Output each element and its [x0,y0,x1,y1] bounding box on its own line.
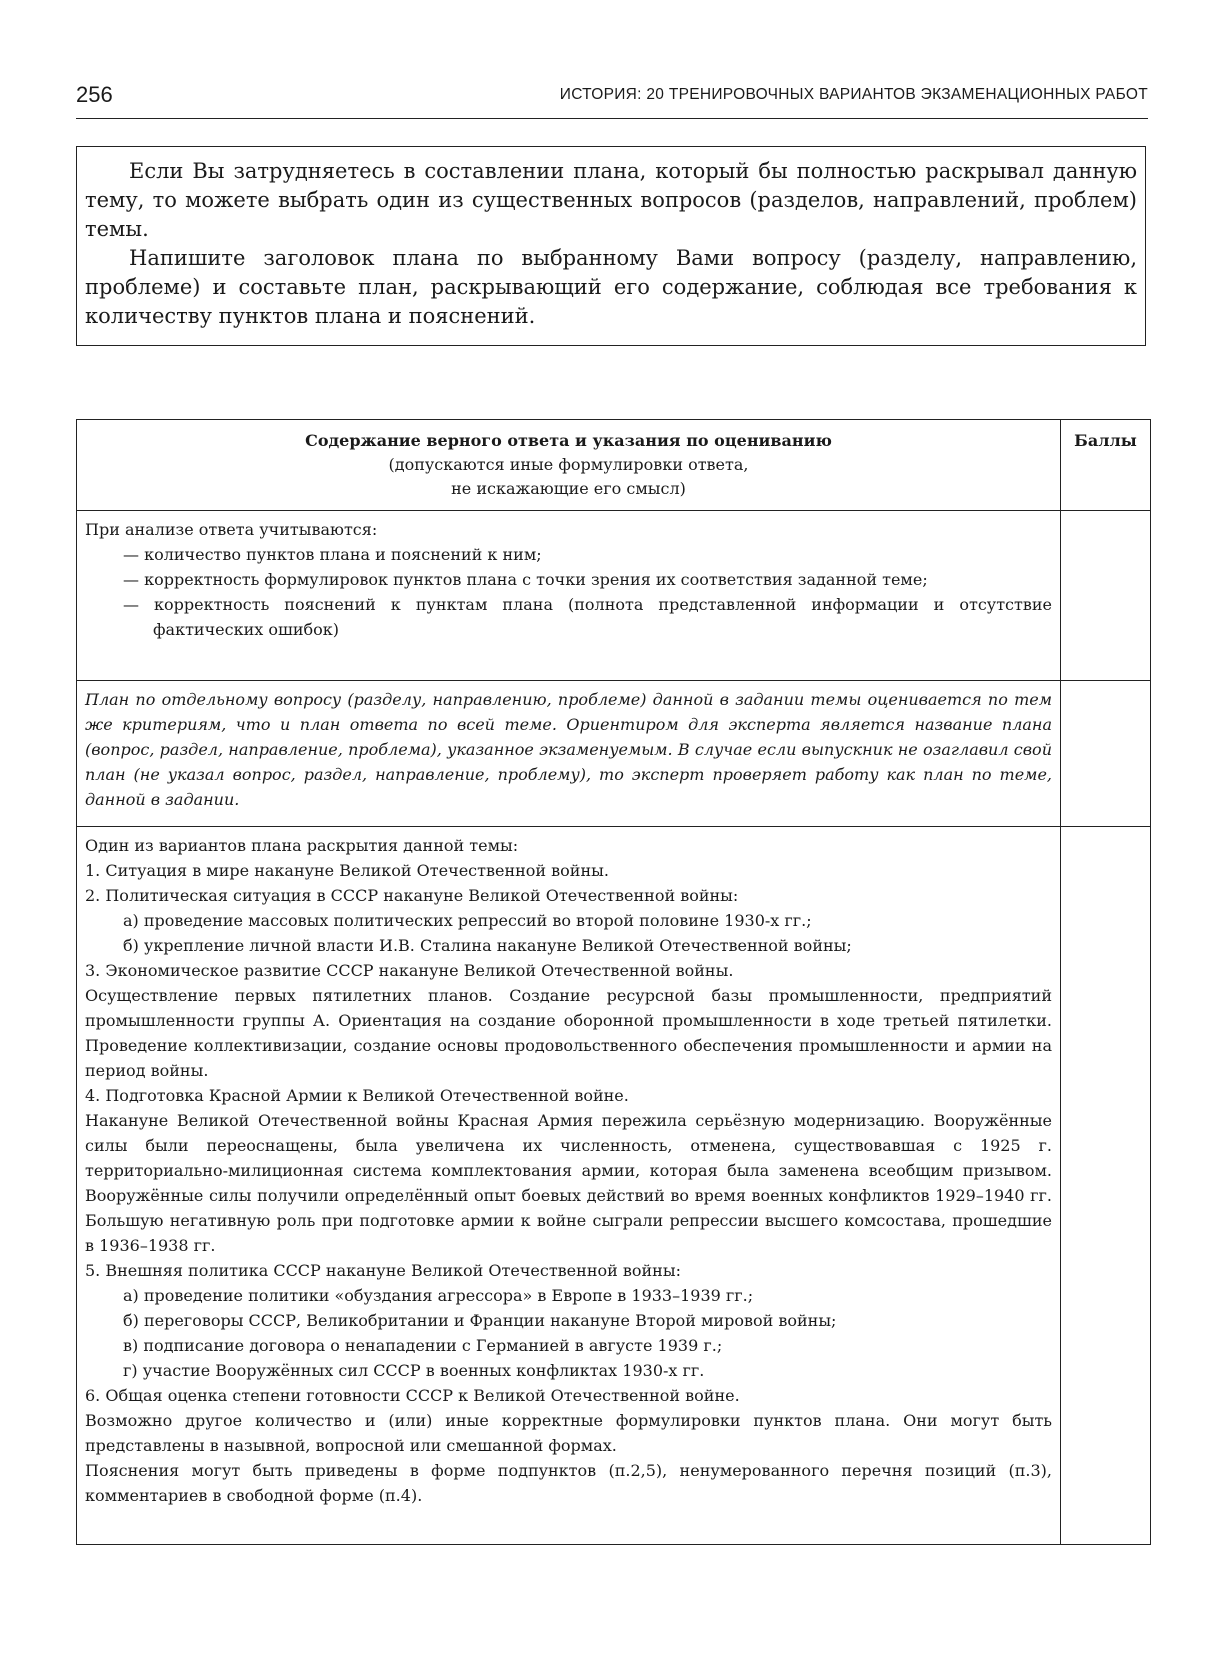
plan-intro: Один из вариантов плана раскрытия данной темы: [85,836,519,855]
score-cell [1061,827,1151,1545]
table-row [77,511,1151,681]
page-number: 256 [76,82,113,107]
plan-item: 6. Общая оценка степени готовности СССР к Великой Отечественной войне. [85,1386,740,1405]
criteria-intro: При анализе ответа учитываются: [85,520,378,539]
header-sub-2: не искажающие его смысл) [451,479,686,498]
plan-note: Пояснения могут быть приведены в форме подпунктов (п.2,5), ненумерованного перечня позиций (п.3), комментариев в свободной форме (п.4). [85,1461,1052,1505]
criteria-cell [77,511,1061,681]
running-title: ИСТОРИЯ: 20 ТРЕНИРОВОЧНЫХ ВАРИАНТОВ ЭКЗАМЕНАЦИОННЫХ РАБОТ [559,86,1148,103]
plan-item: 1. Ситуация в мире накануне Великой Отечественной войны. [85,861,609,880]
instructions-paragraph-1: Если Вы затрудняетесь в составлении плана, который бы полностью раскрывал данную тему, то можете выбрать один из существенных вопросов (разделов, направлений, проблем) темы. [85,159,1137,241]
plan-explanation: Осуществление первых пятилетних планов. Создание ресурсной базы промышленности, предприятий промышленности группы А. Ориентация на создание оборонной промышленности в ходе третьей пятилетки. Проведение коллективизации, создание основы продовольственного обеспечения промышленности и армии на период войны. [85,986,1052,1080]
plan-subitem: а) проведение массовых политических репрессий во второй половине 1930-х гг.; [123,911,812,930]
note-cell [77,681,1061,827]
score-cell [1061,511,1151,681]
plan-item: 4. Подготовка Красной Армии к Великой Отечественной войне. [85,1086,629,1105]
criteria-item: — корректность формулировок пунктов плана с точки зрения их соответствия заданной теме; [123,570,928,589]
instructions-paragraph-2: Напишите заголовок плана по выбранному Вами вопросу (разделу, направлению, проблеме) и составьте план, раскрывающий его содержание, соблюдая все требования к количеству пунктов плана и пояснений. [85,246,1137,328]
plan-subitem: б) переговоры СССР, Великобритании и Франции накануне Второй мировой войны; [123,1311,837,1330]
table-header-row [77,420,1151,511]
plan-subitem: г) участие Вооружённых сил СССР в военных конфликтах 1930-х гг. [123,1361,705,1380]
plan-item: 2. Политическая ситуация в СССР накануне Великой Отечественной войны: [85,886,739,905]
plan-subitem: в) подписание договора о ненападении с Германией в августе 1939 г.; [123,1336,723,1355]
table-row [77,681,1151,827]
page-header [76,78,1148,119]
plan-note: Возможно другое количество и (или) иные корректные формулировки пунктов плана. Они могут быть представлены в назывной, вопросной или смешанной формах. [85,1411,1052,1455]
plan-item: 5. Внешняя политика СССР накануне Великой Отечественной войны: [85,1261,681,1280]
criteria-item: — количество пунктов плана и пояснений к ним; [123,545,542,564]
plan-subitem: б) укрепление личной власти И.В. Сталина накануне Великой Отечественной войны; [123,936,852,955]
instructions-box [76,146,1146,346]
answer-criteria-table [76,419,1151,1545]
plan-item: 3. Экономическое развитие СССР накануне Великой Отечественной войны. [85,961,734,980]
header-content-cell [77,420,1061,511]
header-sub-1: (допускаются иные формулировки ответа, [388,455,749,474]
plan-cell [77,827,1061,1545]
header-main: Содержание верного ответа и указания по оцениванию [305,431,832,450]
table-row [77,827,1151,1545]
criteria-item: — корректность пояснений к пунктам плана (полнота представленной информации и отсутствие фактических ошибок) [123,595,1052,639]
header-score-cell: Баллы [1061,420,1151,511]
note-text: План по отдельному вопросу (разделу, направлению, проблеме) данной в задании темы оценивается по тем же критериям, что и план ответа по всей теме. Ориентиром для эксперта является название плана (вопрос, раздел, направление, проблема), указанное экзаменуемым. В случае если выпускник не озаглавил свой план (не указал вопрос, раздел, направление, проблему), то эксперт проверяет работу как план по теме, данной в задании. [85,690,1052,809]
plan-explanation: Накануне Великой Отечественной войны Красная Армия пережила серьёзную модернизацию. Вооружённые силы были переоснащены, была увеличена их численность, отменена, существовавшая с 1925 г. территориально-милиционная система комплектования армии, которая была заменена всеобщим призывом. Вооружённые силы получили определённый опыт боевых действий во время военных конфликтов 1929–1940 гг. Большую негативную роль при подготовке армии к войне сыграли репрессии высшего комсостава, прошедшие в 1936–1938 гг. [85,1111,1052,1255]
score-cell [1061,681,1151,827]
plan-subitem: а) проведение политики «обуздания агрессора» в Европе в 1933–1939 гг.; [123,1286,754,1305]
